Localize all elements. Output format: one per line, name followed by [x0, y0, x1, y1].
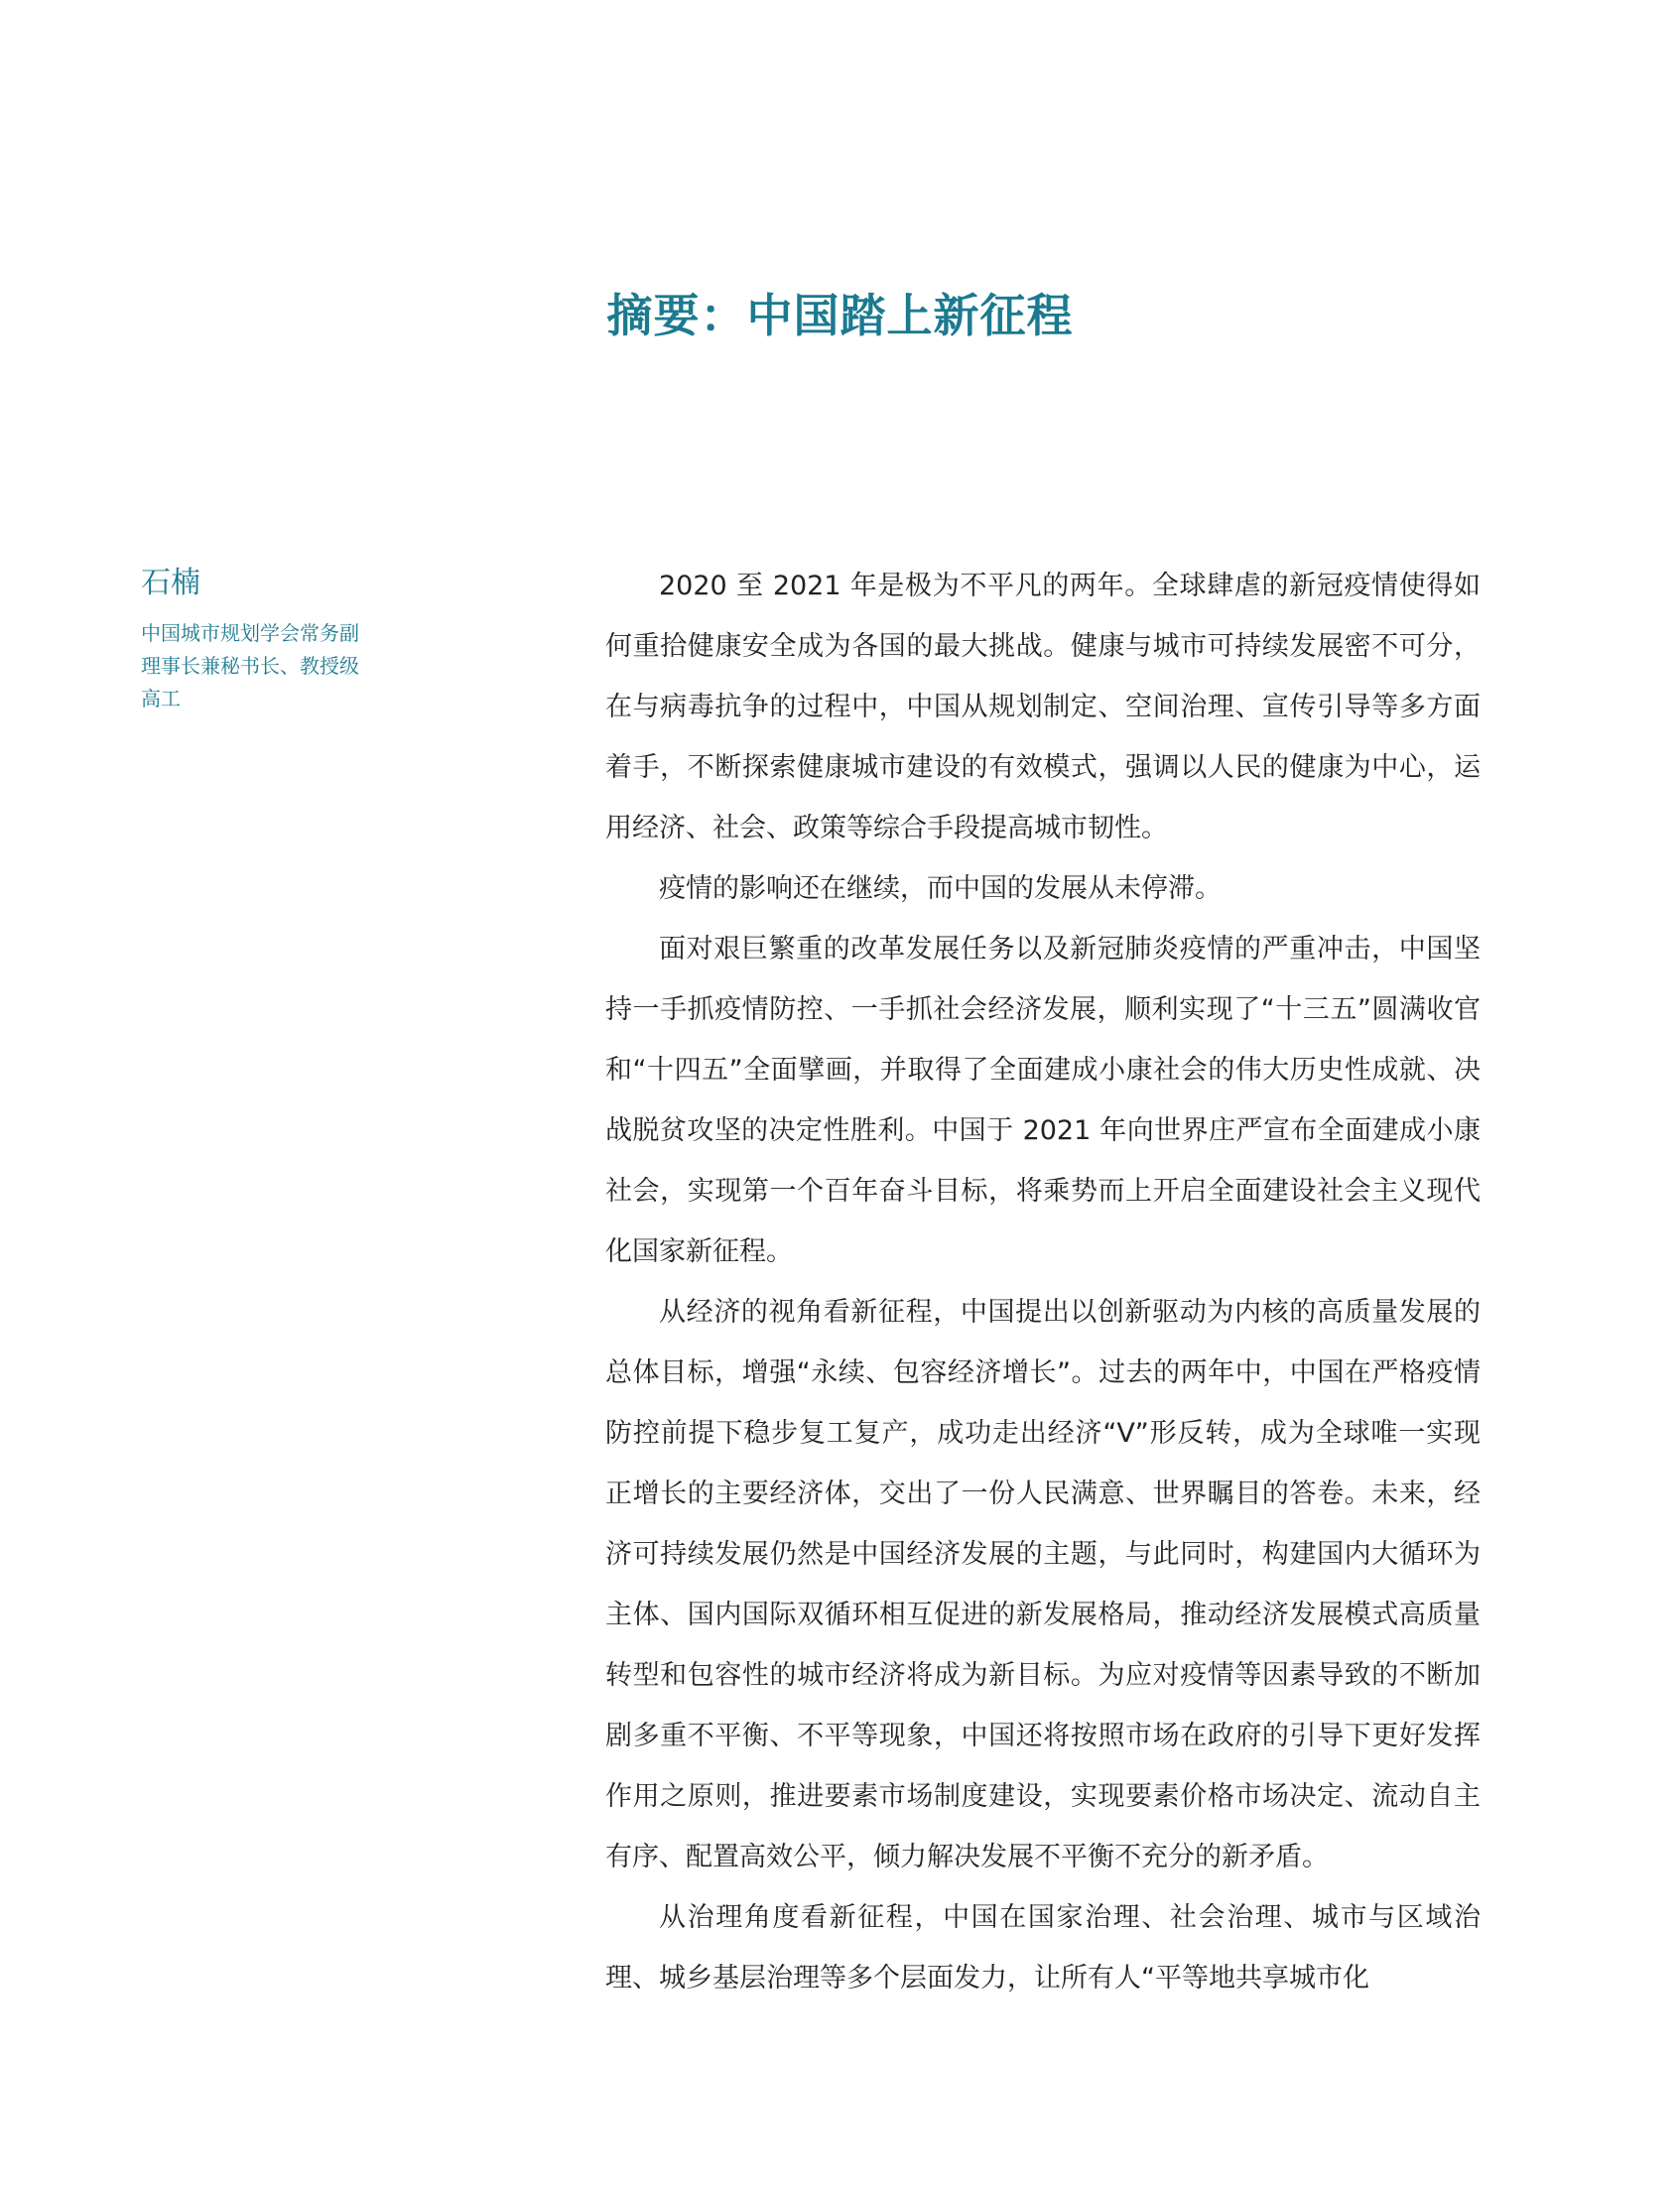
author-affiliation: 中国城市规划学会常务副 理事长兼秘书长、教授级 高工 — [141, 621, 359, 710]
page-title: 摘要：中国踏上新征程 — [606, 289, 1074, 342]
paragraph: 面对艰巨繁重的改革发展任务以及新冠肺炎疫情的严重冲击，中国坚持一手抓疫情防控、一手抓社会经济发展，顺利实现了“十三五”圆满收官和“十四五”全面擘画，并取得了全面建成小康社会的伟大历史性成就、决战脱贫攻坚的决定性胜利。中国于 2021 年向世界庄严宣布全面建成小康社会，实现第一个百年奋斗目标，将乘势而上开启全面建设社会主义现代化国家新征程。 — [605, 934, 1481, 1267]
author-name: 石楠 — [141, 566, 200, 600]
paragraph: 2020 至 2021 年是极为不平凡的两年。全球肆虐的新冠疫情使得如何重拾健康安全成为各国的最大挑战。健康与城市可持续发展密不可分，在与病毒抗争的过程中，中国从规划制定、空间治理、宣传引导等多方面着手，不断探索健康城市建设的有效模式，强调以人民的健康为中心，运用经济、社会、政策等综合手段提高城市韧性。 — [605, 571, 1481, 843]
paragraph: 从经济的视角看新征程，中国提出以创新驱动为内核的高质量发展的总体目标，增强“永续、包容经济增长”。过去的两年中，中国在严格疫情防控前提下稳步复工复产，成功走出经济“V”形反转，成为全球唯一实现正增长的主要经济体，交出了一份人民满意、世界瞩目的答卷。未来，经济可持续发展仍然是中国经济发展的主题，与此同时，构建国内大循环为主体、国内国际双循环相互促进的新发展格局，推动经济发展模式高质量转型和包容性的城市经济将成为新目标。为应对疫情等因素导致的不断加剧多重不平衡、不平等现象，中国还将按照市场在政府的引导下更好发挥作用之原则，推进要素市场制度建设，实现要素价格市场决定、流动自主有序、配置高效公平，倾力解决发展不平衡不充分的新矛盾。 — [605, 1297, 1481, 1872]
paragraph: 疫情的影响还在继续，而中国的发展从未停滞。 — [659, 873, 1222, 904]
paragraph: 从治理角度看新征程，中国在国家治理、社会治理、城市与区域治理、城乡基层治理等多个层面发力，让所有人“平等地共享城市化 — [605, 1902, 1481, 1994]
body-text — [605, 556, 1481, 2008]
